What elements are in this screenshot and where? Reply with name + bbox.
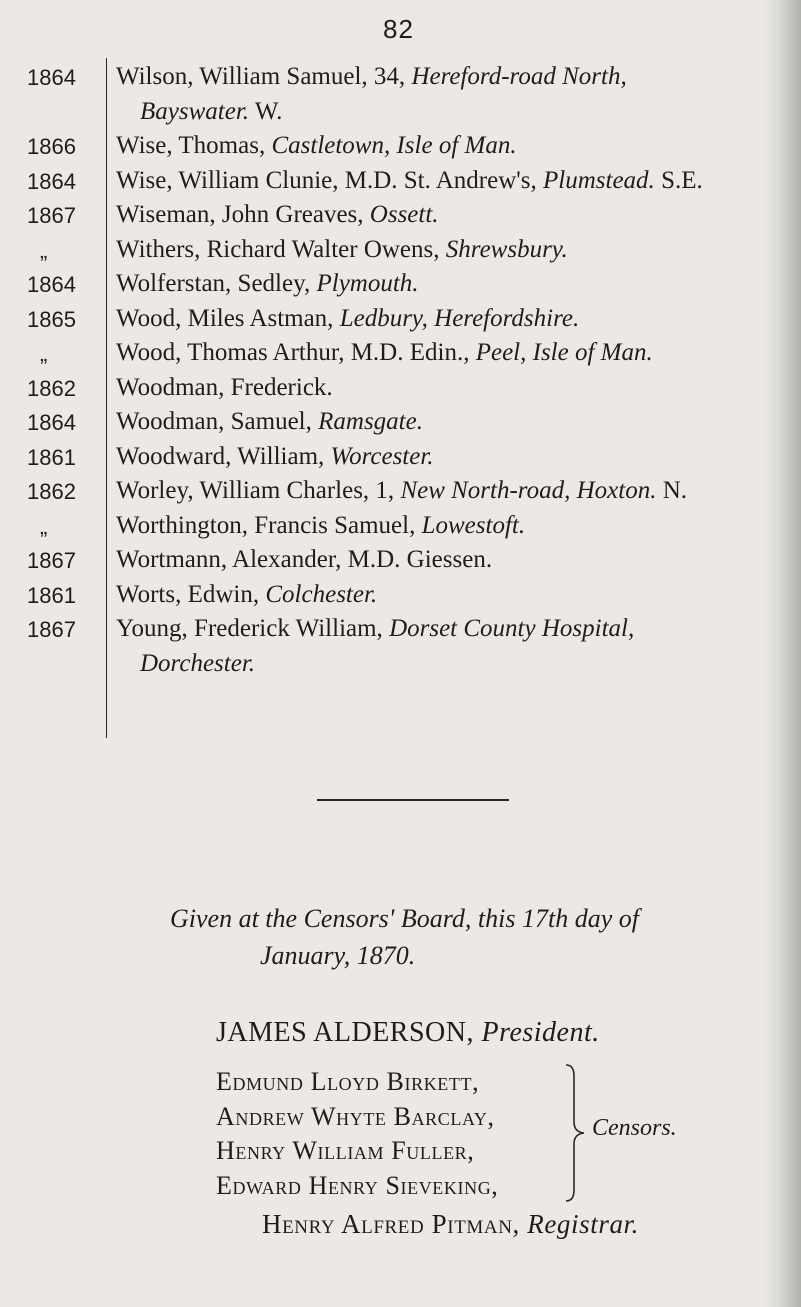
entry-place: Plumstead. xyxy=(543,166,655,194)
entry-text xyxy=(116,440,776,475)
entry-place: Plymouth. xyxy=(316,270,419,297)
censor-name: Henry William Fuller, xyxy=(216,1136,475,1165)
registrar-name: Henry Alfred Pitman, xyxy=(262,1209,528,1239)
entry-continuation-place: Bayswater. xyxy=(140,97,250,125)
entry-name: Woodman, Frederick. xyxy=(116,373,333,401)
president-line xyxy=(216,1017,600,1049)
entry-year: 1867 xyxy=(27,203,76,228)
entry-year: „ xyxy=(40,341,48,366)
entry-year: 1864 xyxy=(27,65,76,90)
entry-year: 1864 xyxy=(27,168,76,194)
president-name: JAMES ALDERSON, xyxy=(216,1017,482,1048)
register-entry xyxy=(0,440,801,475)
entry-name: Wortmann, Alexander, M.D. Giessen. xyxy=(116,546,493,573)
register-entry xyxy=(0,474,801,509)
entry-place: Shrewsbury. xyxy=(445,235,568,263)
entry-name: Worthington, Francis Samuel, xyxy=(116,511,422,539)
entry-name: Wolferstan, Sedley, xyxy=(116,270,317,297)
entry-name: Wood, Miles Astman, xyxy=(116,304,340,332)
entry-continuation-suffix: W. xyxy=(249,97,283,125)
register-entry xyxy=(0,164,801,199)
entry-place: New North-road, Hoxton. xyxy=(400,477,657,504)
entry-name: Worley, William Charles, 1, xyxy=(116,477,401,504)
given-line-1: Given at the Censors' Board, this 17th day of xyxy=(170,904,639,933)
register-entry xyxy=(0,578,801,613)
register-entry xyxy=(0,302,801,337)
entry-year: „ xyxy=(40,513,48,539)
entry-continuation xyxy=(116,647,776,682)
entry-continuation xyxy=(116,95,776,130)
entry-year: 1866 xyxy=(27,134,76,159)
entry-year: 1865 xyxy=(27,306,76,332)
entry-year: 1861 xyxy=(27,582,76,608)
censors-label: Censors. xyxy=(592,1115,677,1141)
register-entry xyxy=(0,60,801,129)
entry-text xyxy=(116,543,776,578)
entry-name: Woodman, Samuel, xyxy=(116,408,319,435)
entry-name: Wiseman, John Greaves, xyxy=(116,201,370,228)
entry-text xyxy=(116,60,776,129)
entry-text xyxy=(116,405,776,440)
entry-text xyxy=(116,336,776,371)
entry-text xyxy=(116,267,776,302)
entry-text xyxy=(116,612,776,681)
entry-year: 1864 xyxy=(27,272,76,297)
entry-text xyxy=(116,233,776,268)
entry-year: 1862 xyxy=(27,375,76,401)
given-line-2: January, 1870. xyxy=(260,941,416,970)
entry-place: Ledbury, Herefordshire. xyxy=(339,304,580,332)
entry-text xyxy=(116,371,776,406)
entry-name: Wilson, William Samuel, 34, xyxy=(116,63,412,90)
page-number: 82 xyxy=(383,14,414,44)
entry-place: Worcester. xyxy=(330,442,434,470)
entry-year: 1867 xyxy=(27,548,76,573)
registrar-line xyxy=(262,1209,639,1240)
entry-name: Worts, Edwin, xyxy=(116,580,266,608)
register-entry xyxy=(0,371,801,406)
entry-text xyxy=(116,198,776,233)
entry-year: 1864 xyxy=(27,410,76,435)
register-entry xyxy=(0,612,801,681)
entry-place: Dorset County Hospital, xyxy=(389,615,635,642)
censor-name: Edmund Lloyd Birkett, xyxy=(216,1067,480,1096)
entry-suffix: S.E. xyxy=(654,166,703,194)
entry-text xyxy=(116,474,776,509)
entry-name: Wise, Thomas, xyxy=(116,132,272,159)
entry-text xyxy=(116,578,776,613)
register-entry xyxy=(0,336,801,371)
entry-continuation-place: Dorchester. xyxy=(140,649,256,677)
entry-text xyxy=(116,509,776,544)
entry-suffix: N. xyxy=(656,477,688,504)
entry-place: Ossett. xyxy=(369,201,439,228)
register-entry xyxy=(0,198,801,233)
censor-list xyxy=(216,1065,498,1203)
censors-brace xyxy=(564,1062,588,1204)
entry-name: Wise, William Clunie, M.D. St. Andrew's, xyxy=(116,166,544,194)
entry-year: 1861 xyxy=(27,444,76,470)
entry-name: Withers, Richard Walter Owens, xyxy=(116,235,446,263)
entry-text xyxy=(116,302,776,337)
register-entry xyxy=(0,233,801,268)
entry-name: Woodward, William, xyxy=(116,442,331,470)
given-statement xyxy=(170,900,770,974)
register-entry xyxy=(0,509,801,544)
registrar-title: Registrar. xyxy=(527,1209,640,1239)
register-entry xyxy=(0,267,801,302)
entry-place: Castletown, Isle of Man. xyxy=(271,132,517,159)
entry-text xyxy=(116,164,776,199)
register-entries xyxy=(0,60,801,681)
entry-place: Peel, Isle of Man. xyxy=(475,339,653,366)
separator-rule xyxy=(317,799,509,801)
president-title: President. xyxy=(481,1017,600,1048)
entry-text xyxy=(116,129,776,164)
censor-name: Edward Henry Sieveking, xyxy=(216,1170,499,1200)
censor-name: Andrew Whyte Barclay, xyxy=(216,1101,495,1131)
entry-place: Hereford-road North, xyxy=(411,63,627,90)
register-entry xyxy=(0,129,801,164)
entry-place: Lowestoft. xyxy=(421,511,526,539)
register-entry xyxy=(0,543,801,578)
entry-name: Wood, Thomas Arthur, M.D. Edin., xyxy=(116,339,476,366)
entry-year: „ xyxy=(40,237,48,263)
entry-place: Colchester. xyxy=(265,580,378,608)
register-entry xyxy=(0,405,801,440)
entry-name: Young, Frederick William, xyxy=(116,615,390,642)
entry-place: Ramsgate. xyxy=(318,408,423,435)
entry-year: 1867 xyxy=(27,617,76,642)
entry-year: 1862 xyxy=(27,479,76,504)
